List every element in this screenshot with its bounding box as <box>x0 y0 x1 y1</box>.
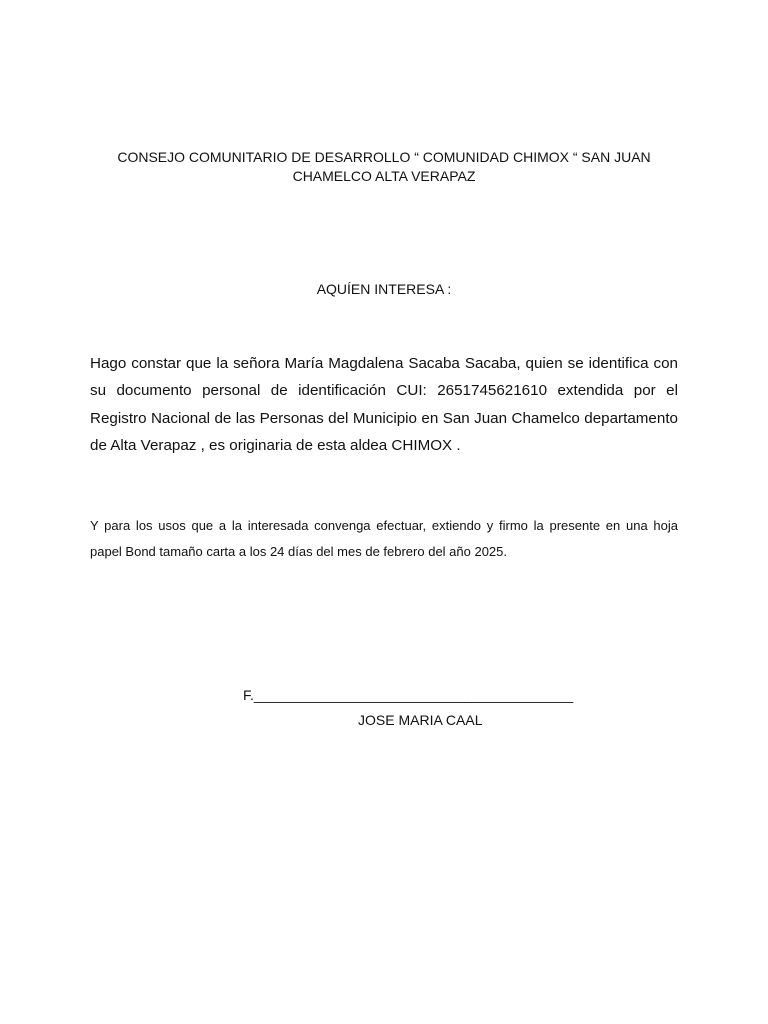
header-line-2: CHAMELCO ALTA VERAPAZ <box>292 168 476 184</box>
closing-line-2: papel Bond tamaño carta a los 24 días del mes de febrero del año 2025. <box>90 544 508 559</box>
certification-paragraph <box>90 350 678 459</box>
closing-line-1: Y para los usos que a la interesada convenga efectuar, extiendo y firmo la presente en una hoja <box>90 518 678 533</box>
certification-line-1: Hago constar que la señora María Magdalena Sacaba Sacaba, quien se identifica con <box>90 355 678 372</box>
salutation: AQUÍEN INTERESA : <box>316 281 452 297</box>
document-header <box>90 148 678 186</box>
signer-name: JOSE MARIA CAAL <box>358 712 483 728</box>
closing-paragraph <box>90 513 678 565</box>
certification-line-2: su documento personal de identificación CUI: 2651745621610 extendida por el <box>90 382 678 400</box>
certification-line-3: Registro Nacional de las Personas del Municipio en San Juan Chamelco departamento <box>90 409 678 427</box>
header-line-1: CONSEJO COMUNITARIO DE DESARROLLO “ COMUNIDAD CHIMOX “ SAN JUAN <box>117 149 651 165</box>
certification-line-4: de Alta Verapaz , es originaria de esta aldea CHIMOX . <box>90 436 461 454</box>
signature-line: F._________________________________________ <box>243 687 574 703</box>
